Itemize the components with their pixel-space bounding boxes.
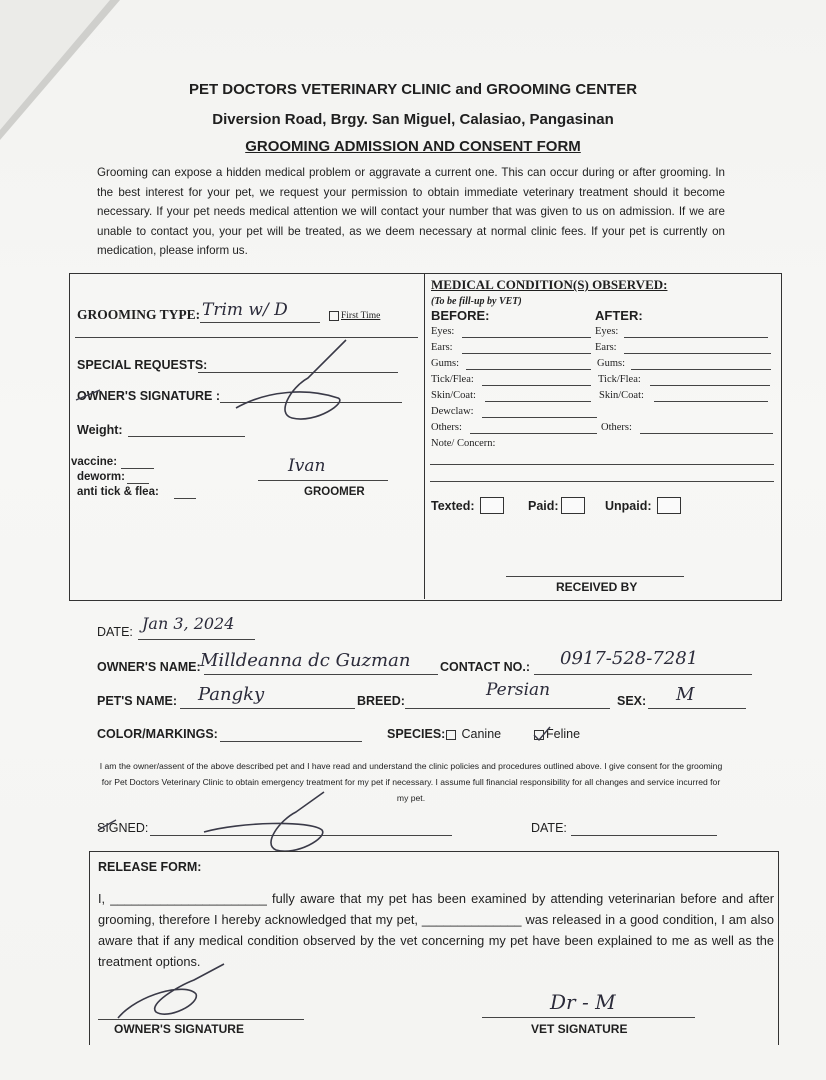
groomer-label: GROOMER — [304, 486, 365, 498]
column-divider — [424, 274, 425, 599]
date-value[interactable]: Jan 3, 2024 — [142, 614, 235, 633]
ears-after-label: Ears: — [595, 342, 617, 353]
dewclaw-label: Dewclaw: — [431, 406, 474, 417]
canine-label: Canine — [461, 727, 502, 741]
eyes-after-label: Eyes: — [595, 326, 619, 337]
sex-value[interactable]: M — [676, 684, 695, 705]
owner-name-value[interactable]: Milldeanna dc Guzman — [200, 650, 411, 671]
others-after-label: Others: — [601, 422, 632, 433]
others-before-line[interactable] — [470, 433, 597, 434]
release-owner-signature-label: OWNER'S SIGNATURE — [114, 1022, 244, 1036]
grooming-type-label: GROOMING TYPE: — [77, 307, 201, 322]
groomer-line[interactable] — [258, 480, 388, 481]
others-after-line[interactable] — [640, 433, 773, 434]
pet-name-line[interactable] — [180, 708, 355, 709]
vet-signature-line[interactable] — [482, 1017, 695, 1018]
tick-flea-before-label: Tick/Flea: — [431, 374, 474, 385]
species-label: SPECIES: — [387, 727, 446, 741]
texted-label: Texted: — [431, 499, 475, 513]
gums-after-label: Gums: — [597, 358, 626, 369]
date-label: DATE: — [97, 625, 133, 639]
breed-line[interactable] — [405, 708, 610, 709]
anti-tick-label: anti tick & flea: — [77, 486, 159, 498]
tick-flea-after-label: Tick/Flea: — [598, 374, 641, 385]
skin-coat-after-line[interactable] — [654, 401, 768, 402]
sex-label: SEX: — [617, 694, 647, 708]
dewclaw-line[interactable] — [482, 417, 597, 418]
eyes-after-line[interactable] — [624, 337, 768, 338]
release-title: RELEASE FORM: — [98, 860, 202, 874]
gums-before-label: Gums: — [431, 358, 460, 369]
weight-line[interactable] — [128, 436, 245, 437]
deworm-line[interactable] — [127, 483, 149, 484]
special-requests-label: SPECIAL REQUESTS: — [77, 358, 208, 372]
pet-name-value[interactable]: Pangky — [198, 684, 265, 705]
clinic-name: PET DOCTORS VETERINARY CLINIC and GROOMING CENTER — [188, 81, 638, 98]
anti-tick-line[interactable] — [174, 498, 196, 499]
owner-label-strike — [74, 388, 104, 402]
sex-line[interactable] — [648, 708, 746, 709]
paid-label: Paid: — [528, 499, 559, 513]
grooming-type-line — [200, 322, 320, 323]
received-by-label: RECEIVED BY — [556, 580, 638, 594]
medical-title: MEDICAL CONDITION(S) OBSERVED: — [431, 277, 668, 292]
gums-before-line[interactable] — [466, 369, 591, 370]
owner-signature-mark — [228, 338, 388, 433]
skin-coat-after-label: Skin/Coat: — [599, 390, 644, 401]
canine-option[interactable] — [446, 727, 501, 741]
signed-label: SIGNED: — [97, 821, 149, 835]
form-title: GROOMING ADMISSION AND CONSENT FORM — [245, 138, 581, 155]
tick-flea-after-line[interactable] — [650, 385, 770, 386]
skin-coat-before-label: Skin/Coat: — [431, 390, 476, 401]
owner-signature-label: OWNER'S SIGNATURE : — [77, 389, 221, 403]
consent-date-label: DATE: — [531, 821, 567, 835]
ears-before-label: Ears: — [431, 342, 453, 353]
first-time-checkbox[interactable] — [329, 311, 339, 321]
unpaid-checkbox[interactable] — [657, 497, 681, 514]
vet-name: Dr - M — [550, 990, 616, 1014]
before-label: BEFORE: — [431, 308, 490, 323]
texted-checkbox[interactable] — [480, 497, 504, 514]
consent-signature-mark — [200, 790, 400, 860]
paid-checkbox[interactable] — [561, 497, 585, 514]
gums-after-line[interactable] — [631, 369, 771, 370]
vaccine-line[interactable] — [121, 468, 154, 469]
eyes-before-line[interactable] — [462, 337, 591, 338]
note-line-2[interactable] — [430, 481, 774, 482]
pet-name-label: PET'S NAME: — [97, 694, 178, 708]
ears-after-line[interactable] — [624, 353, 771, 354]
eyes-before-label: Eyes: — [431, 326, 455, 337]
tick-flea-before-line[interactable] — [482, 385, 591, 386]
unpaid-label: Unpaid: — [605, 499, 652, 513]
feline-label: Feline — [546, 727, 581, 741]
others-before-label: Others: — [431, 422, 462, 433]
medical-subtitle: (To be fill-up by VET) — [431, 296, 522, 307]
canine-checkbox[interactable] — [446, 730, 456, 740]
contact-line[interactable] — [534, 674, 752, 675]
note-concern-label: Note/ Concern: — [431, 438, 496, 449]
consent-paragraph: I am the owner/assent of the above described pet and I have read and understand the clinic policies and procedures outlined above. I give consent for the grooming for Pet Doctors Veterinary Clinic to obtain emergency treatment for my pet if necessary. I assume full financial responsibility for all changes and service incurred for my pet. — [99, 761, 723, 803]
after-label: AFTER: — [595, 308, 643, 323]
owner-name-label: OWNER'S NAME: — [97, 660, 201, 674]
groomer-name: Ivan — [288, 456, 326, 476]
ears-before-line[interactable] — [462, 353, 591, 354]
color-markings-label: COLOR/MARKINGS: — [97, 727, 218, 741]
weight-label: Weight: — [77, 423, 123, 437]
contact-label: CONTACT NO.: — [440, 660, 531, 674]
deworm-label: deworm: — [77, 471, 125, 483]
owner-name-line[interactable] — [204, 674, 438, 675]
release-paragraph: I, ______________________ fully aware that my pet has been examined by attending veterinarian before and after grooming, therefore I hereby acknowledged that my pet, ______________ was released in a good condition, I am also aware that if any medical condition observed by the vet concerning my pet have been explained to me as well as the treatment options. — [98, 891, 774, 969]
grooming-type-value[interactable]: Trim w/ D — [202, 300, 288, 320]
color-markings-line[interactable] — [220, 741, 362, 742]
contact-value[interactable]: 0917-528-7281 — [560, 648, 699, 669]
signed-label-strike — [96, 818, 120, 832]
note-line-1[interactable] — [430, 464, 774, 465]
vaccine-label: vaccine: — [71, 456, 118, 468]
clinic-address: Diversion Road, Brgy. San Miguel, Calasiao, Pangasinan — [212, 111, 614, 128]
skin-coat-before-line[interactable] — [485, 401, 591, 402]
consent-date-line[interactable] — [571, 835, 717, 836]
first-time-label: First Time — [341, 311, 381, 322]
vet-signature-label: VET SIGNATURE — [531, 1022, 628, 1036]
date-line[interactable] — [138, 639, 255, 640]
received-by-line[interactable] — [506, 576, 684, 577]
intro-paragraph: Grooming can expose a hidden medical problem or aggravate a current one. This can occur during or after grooming. In the best interest for your pet, we request your permission to obtain immediate veterinary treatment should it become necessary. If your pet needs medical attention we will contact your number that was given to us on admission. If we are unable to contact you, your pet will be treated, as we deem necessary at normal clinic fees. If your pet is currently on medication, please inform us. — [97, 166, 725, 257]
breed-label: BREED: — [357, 694, 405, 708]
first-time-checkbox-group[interactable] — [329, 311, 380, 321]
feline-check-mark — [532, 726, 552, 742]
breed-value[interactable]: Persian — [486, 680, 551, 700]
